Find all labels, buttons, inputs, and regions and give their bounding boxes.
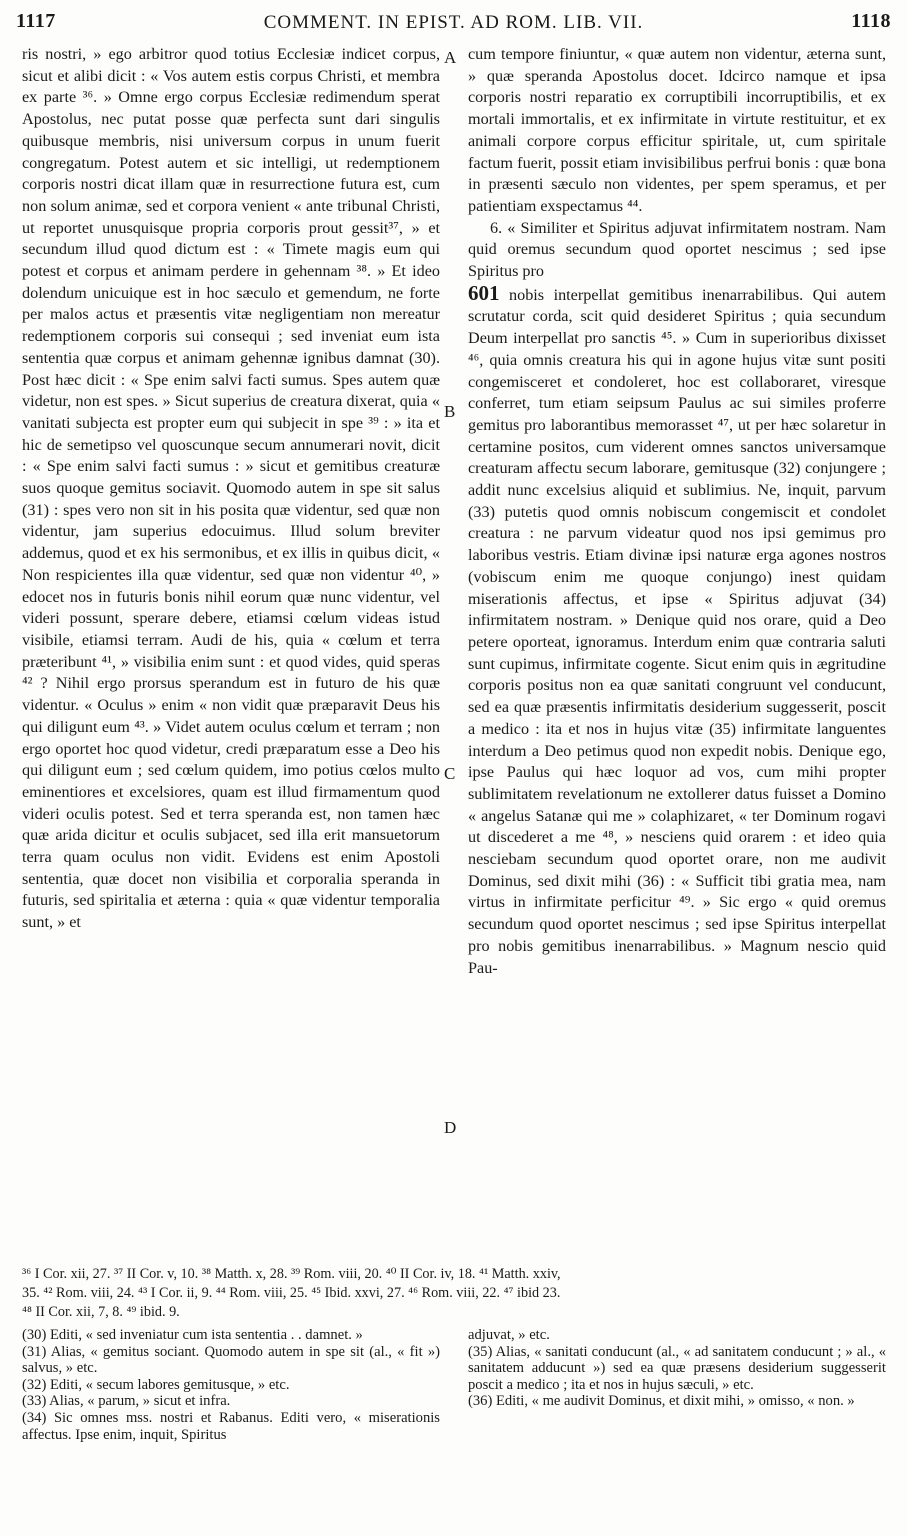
footnotes-right (468, 1327, 886, 1410)
footnote: (32) Editi, « secum labores gemitusque, » etc. (22, 1376, 290, 1393)
running-title: COMMENT. IN EPIST. AD ROM. LIB. VII. (263, 12, 644, 33)
margin-letter-c: C (444, 764, 456, 783)
right-page-number: 1118 (851, 10, 891, 32)
reference-line: ³⁶ I Cor. xii, 27. ³⁷ II Cor. v, 10. ³⁸ Matth. x, 28. ³⁹ Rom. viii, 20. ⁴⁰ II Cor. iv, 18. ⁴¹ Matth. xxiv, (22, 1266, 561, 1282)
right-column-text: nobis interpellat gemitibus inenarrabilibus. Qui autem scrutatur corda, scit quid desideret Spiritus ; quia secundum Deum interpellat pro sanctis ⁴⁵. » Cum in superioribus dixisset ⁴⁶, quia omnis creatura his qui in agone hujus vitæ sunt positi congemisceret et condoleret, hoc est collaboraret, viresque conferret, tum etiam seipsum Paulus ac sui similes proferre gemitus pro laborantibus memorasset ⁴⁷, ut per hæc solaretur in certamine positos, cum viderent omnes sanctos universamque creaturam affectu secum laborare, gemitusque (32) conjungere ; addit nunc excelsius aliquid et sublimius. Ne, inquit, parvum (33) putetis quod omnis nobiscum congemiscit et condolet creatura : ne parvum videatur quod nos ipsi gemimus pro laboribus vestris. Etiam divinæ ipsi naturæ erga agones nostros (vobiscum enim me quoque conjungo) inest quidam miserationis affectus, et ipse « Spiritus adjuvat (34) infirmitatem nostram. » Denique quid nos orare, quid a Deo petere oporteat, ignoramus. Interdum enim quæ contraria saluti sunt cupimus, infirmitate cogente. Sicut enim quis in ægritudine corporis positus non ea quæ sanitati congruunt vel conducunt, sed ea quæ præsentis infirmitatis desiderium suggesserit, poscit a medico : ita et nos in hujus vitæ (35) infirmitate languentes interdum a Deo petimus quod non expedit nobis. Denique ego, ipse Paulus qui hæc loquor ad vos, cum mihi propter sublimitatem revelationum ne extollerer datus fuisset a Domino « angelus Satanæ qui me » colaphizaret, « ter Dominum rogavi ut discederet a me ⁴⁸, » nesciens quid orarem : et ideo quia nesciebam secundum quod oportet orare, non me audivit Dominus, sed dixit mihi (36) : « Sufficit tibi gratia mea, nam virtus in infirmitate perficitur ⁴⁹. » Sic ergo « quid oremus secundum quod oportet nescimus ; sed ipse Spiritus interpellat pro nobis gemitibus inenarrabilibus. » Magnum nescio quid Pau- (468, 285, 886, 977)
left-column (22, 44, 440, 934)
right-column (468, 44, 886, 979)
reference-line: 35. ⁴² Rom. viii, 24. ⁴³ I Cor. ii, 9. ⁴⁴ Rom. viii, 25. ⁴⁵ Ibid. xxvi, 27. ⁴⁶ Rom. viii, 22. ⁴⁷ ibid 23. (22, 1285, 561, 1301)
scripture-references (22, 1265, 888, 1322)
footnote: (36) Editi, « me audivit Dominus, et dixit mihi, » omisso, « non. » (468, 1393, 855, 1410)
left-page-number: 1117 (16, 10, 56, 32)
right-column-paragraph: 6. « Similiter et Spiritus adjuvat infirmitatem nostram. Nam quid oremus secundum quod oportet nescimus ; sed ipse Spiritus pro (468, 218, 886, 281)
footnote: (30) Editi, « sed inveniatur cum ista sententia . . damnet. » (22, 1327, 363, 1343)
reference-line: ⁴⁸ II Cor. xii, 7, 8. ⁴⁹ ibid. 9. (22, 1304, 180, 1320)
right-column-paragraph: cum tempore finiuntur, « quæ autem non videntur, æterna sunt, » quæ speranda Apostolus docet. Idcirco namque et ipsa corporis nostri reparatio ex corruptibili incorruptibilis, et ex mortali immortalis, et ex infirmitate in virtute restituitur, et ex animali corpore corpus efficitur spiritale, ut, cum spiritale factum fuerit, possit etiam invisibilibus perfrui bonis : quæ bona in præsenti sæculo non videntes, per spem speramus, et per patientiam exspectamus ⁴⁴. (468, 45, 886, 215)
footnote: adjuvat, » etc. (468, 1327, 550, 1343)
footnotes-left (22, 1327, 440, 1443)
margin-letter-a: A (444, 48, 457, 67)
margin-letter-d: D (444, 1118, 457, 1137)
footnote: (35) Alias, « sanitati conducunt (al., « ad sanitatem conducunt ; » al., « sanitatem adducunt ») sed ea quæ præsens desiderium suggesserit poscit a medico ; ita et nos in hujus sæculi, » etc. (468, 1343, 886, 1393)
running-head (12, 10, 895, 40)
margin-letter-b: B (444, 402, 456, 421)
left-column-text: ris nostri, » ego arbitror quod totius Ecclesiæ indicet corpus, sicut et alibi dicit : « Vos autem estis corpus Christi, et membra ex parte ³⁶. » Omne ergo corpus Ecclesiæ redimendum sperat Apostolus, nec putat posse quæ perfecta sunt dari singulis quibusque membris, nisi universum corpus in unum fuerit congregatum. Potest autem et sic intelligi, ut redemptionem corporis nostri dicat illam quæ in resurrectione futura est, cum non solum animæ, sed et corpora venient « ante tribunal Christi, ut reportet unusquisque propria corporis prout gessit³⁷, » et secundum illud quod dictum est : « Timete magis eum qui potest et corpus et animam perdere in gehennam ³⁸. » Et ideo dolendum unicuique est in hoc sæculo et gemendum, ne forte per malos actus et præsentis vitæ negligentiam non mereatur redemptionem corporis sui consequi ; sed inveniat eum ista sententia quæ corpus et animam gehennæ ignibus damnat (30). Post hæc dicit : « Spe enim salvi facti sumus. Spes autem quæ videtur, non est spes. » Sicut superius de creatura dixerat, quia « vanitati subjecta est propter eum qui subjecit in spe ³⁹ : » ita et hic de semetipso vel quoscunque secum annumerari novit, dicit : « Spe enim salvi facti sumus : » sicut et gemitibus creaturæ suos quoque gemitus sociavit. Quomodo autem in spe sit salus (31) : spes vero non sit in his posita quæ videntur, sed quæ non videntur, jam superius edocuimus. Illud solum breviter addemus, quod et ex his sermonibus, et ex illis in quibus dicit, « Non respicientes illa quæ videntur, sed quæ non videntur ⁴⁰, » edocet nos in futuris bonis nihil eorum quæ nunc videntur, vel videri possunt, sperare debere, etiamsi cœlum videas istud visibile, etiamsi terram. Audi de his, quia « cœlum et terra præteribunt ⁴¹, » visibilia enim sunt : et quod vides, quid speras ⁴² ? Nihil ergo prorsus sperandum est in futuro de his quæ videntur. « Oculus » enim « non vidit quæ præparavit Deus his qui diligunt eum ⁴³. » Videt autem oculus cœlum et terram ; non ergo oportet hoc quod videtur, credi præparatum esse a Deo his qui diligunt eum ; sed cœlum quidem, imo potius cœlos multo eminentiores et excelsiores, quam est illud firmamentum quod videri oculis potest. Sed et terra speranda est, non tamen hæc quæ arida dicitur et oculis subjacet, sed illa erit mansuetorum terra quam oculus non vidit. Evidens est enim Apostoli sententia, quæ docet non visibilia et corporalia speranda in futuris, sed spiritalia et æterna : quia « quæ videntur temporalia sunt, » et (22, 45, 440, 932)
footnote: (34) Sic omnes mss. nostri et Rabanus. Editi vero, « miserationis affectus. Ipse enim, inquit, Spiritus (22, 1409, 440, 1443)
right-column-continuation (468, 280, 886, 980)
inner-page-marker: 601 (468, 280, 500, 305)
footnote: (33) Alias, « parum, » sicut et infra. (22, 1393, 231, 1410)
footnote: (31) Alias, « gemitus sociant. Quomodo autem in spe sit (al., « fit ») salvus, » etc. (22, 1343, 440, 1377)
